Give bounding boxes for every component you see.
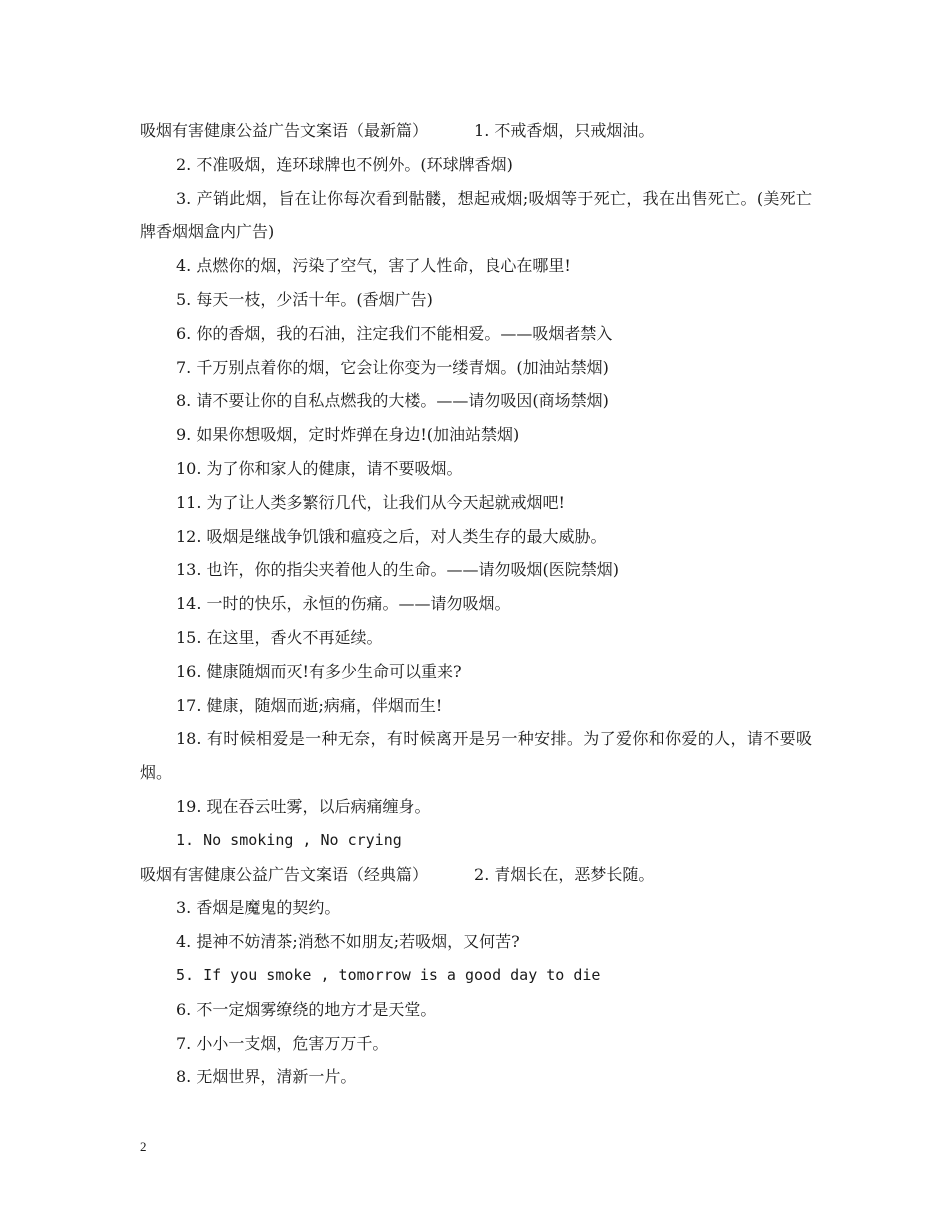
list-item: 3. 香烟是魔鬼的契约。 (176, 898, 341, 918)
list-item: 4. 提神不妨清茶;消愁不如朋友;若吸烟，又何苦? (176, 932, 520, 952)
section1-item-1: 1. 不戒香烟，只戒烟油。 (474, 121, 655, 140)
document-body (140, 114, 812, 1094)
list-item: 19. 现在吞云吐雾，以后病痛缠身。 (176, 796, 431, 816)
list-item: 13. 也许，你的指尖夹着他人的生命。——请勿吸烟(医院禁烟) (176, 560, 620, 580)
list-item: 6. 你的香烟，我的石油，注定我们不能相爱。——吸烟者禁入 (176, 323, 613, 343)
section1-heading: 吸烟有害健康公益广告文案语（最新篇） (140, 121, 429, 140)
list-item: 8. 无烟世界，清新一片。 (176, 1067, 357, 1087)
section2-item-2: 2. 青烟长在，恶梦长随。 (474, 864, 655, 884)
list-item: 12. 吸烟是继战争饥饿和瘟疫之后，对人类生存的最大威胁。 (176, 526, 607, 546)
list-item: 9. 如果你想吸烟，定时炸弹在身边!(加油站禁烟) (176, 425, 520, 445)
list-item: 8. 请不要让你的自私点燃我的大楼。——请勿吸因(商场禁烟) (176, 391, 609, 411)
section1-heading-line (140, 114, 812, 148)
list-item: 16. 健康随烟而灭!有多少生命可以重来? (176, 661, 462, 681)
list-item: 6. 不一定烟雾缭绕的地方才是天堂。 (176, 999, 437, 1019)
list-item-english: 1. No smoking , No crying (176, 830, 402, 849)
section2-heading: 吸烟有害健康公益广告文案语（经典篇） (140, 864, 429, 884)
list-item: 7. 小小一支烟，危害万万千。 (176, 1033, 389, 1053)
list-item: 2. 不准吸烟，连环球牌也不例外。(环球牌香烟) (176, 154, 513, 174)
list-item: 14. 一时的快乐，永恒的伤痛。——请勿吸烟。 (176, 594, 511, 614)
list-item-english: 5. If you smoke , tomorrow is a good day to die (176, 965, 601, 984)
page-number: 2 (140, 1139, 147, 1154)
list-item: 4. 点燃你的烟，污染了空气，害了人性命，良心在哪里! (176, 256, 571, 276)
list-item: 5. 每天一枝，少活十年。(香烟广告) (176, 289, 433, 309)
list-item: 15. 在这里，香火不再延续。 (176, 627, 383, 647)
list-item: 10. 为了你和家人的健康，请不要吸烟。 (176, 458, 463, 478)
list-item: 3. 产销此烟，旨在让你每次看到骷髅，想起戒烟;吸烟等于死亡，我在出售死亡。(美死亡牌香烟烟盒内广告) (140, 188, 812, 242)
list-item: 11. 为了让人类多繁衍几代，让我们从今天起就戒烟吧! (176, 492, 565, 512)
list-item: 7. 千万别点着你的烟，它会让你变为一缕青烟。(加油站禁烟) (176, 357, 609, 377)
list-item: 17. 健康，随烟而逝;病痛，伴烟而生! (176, 695, 443, 715)
section2-heading-line (140, 858, 812, 892)
list-item: 18. 有时候相爱是一种无奈，有时候离开是另一种安排。为了爱你和你爱的人，请不要吸烟。 (140, 729, 812, 783)
